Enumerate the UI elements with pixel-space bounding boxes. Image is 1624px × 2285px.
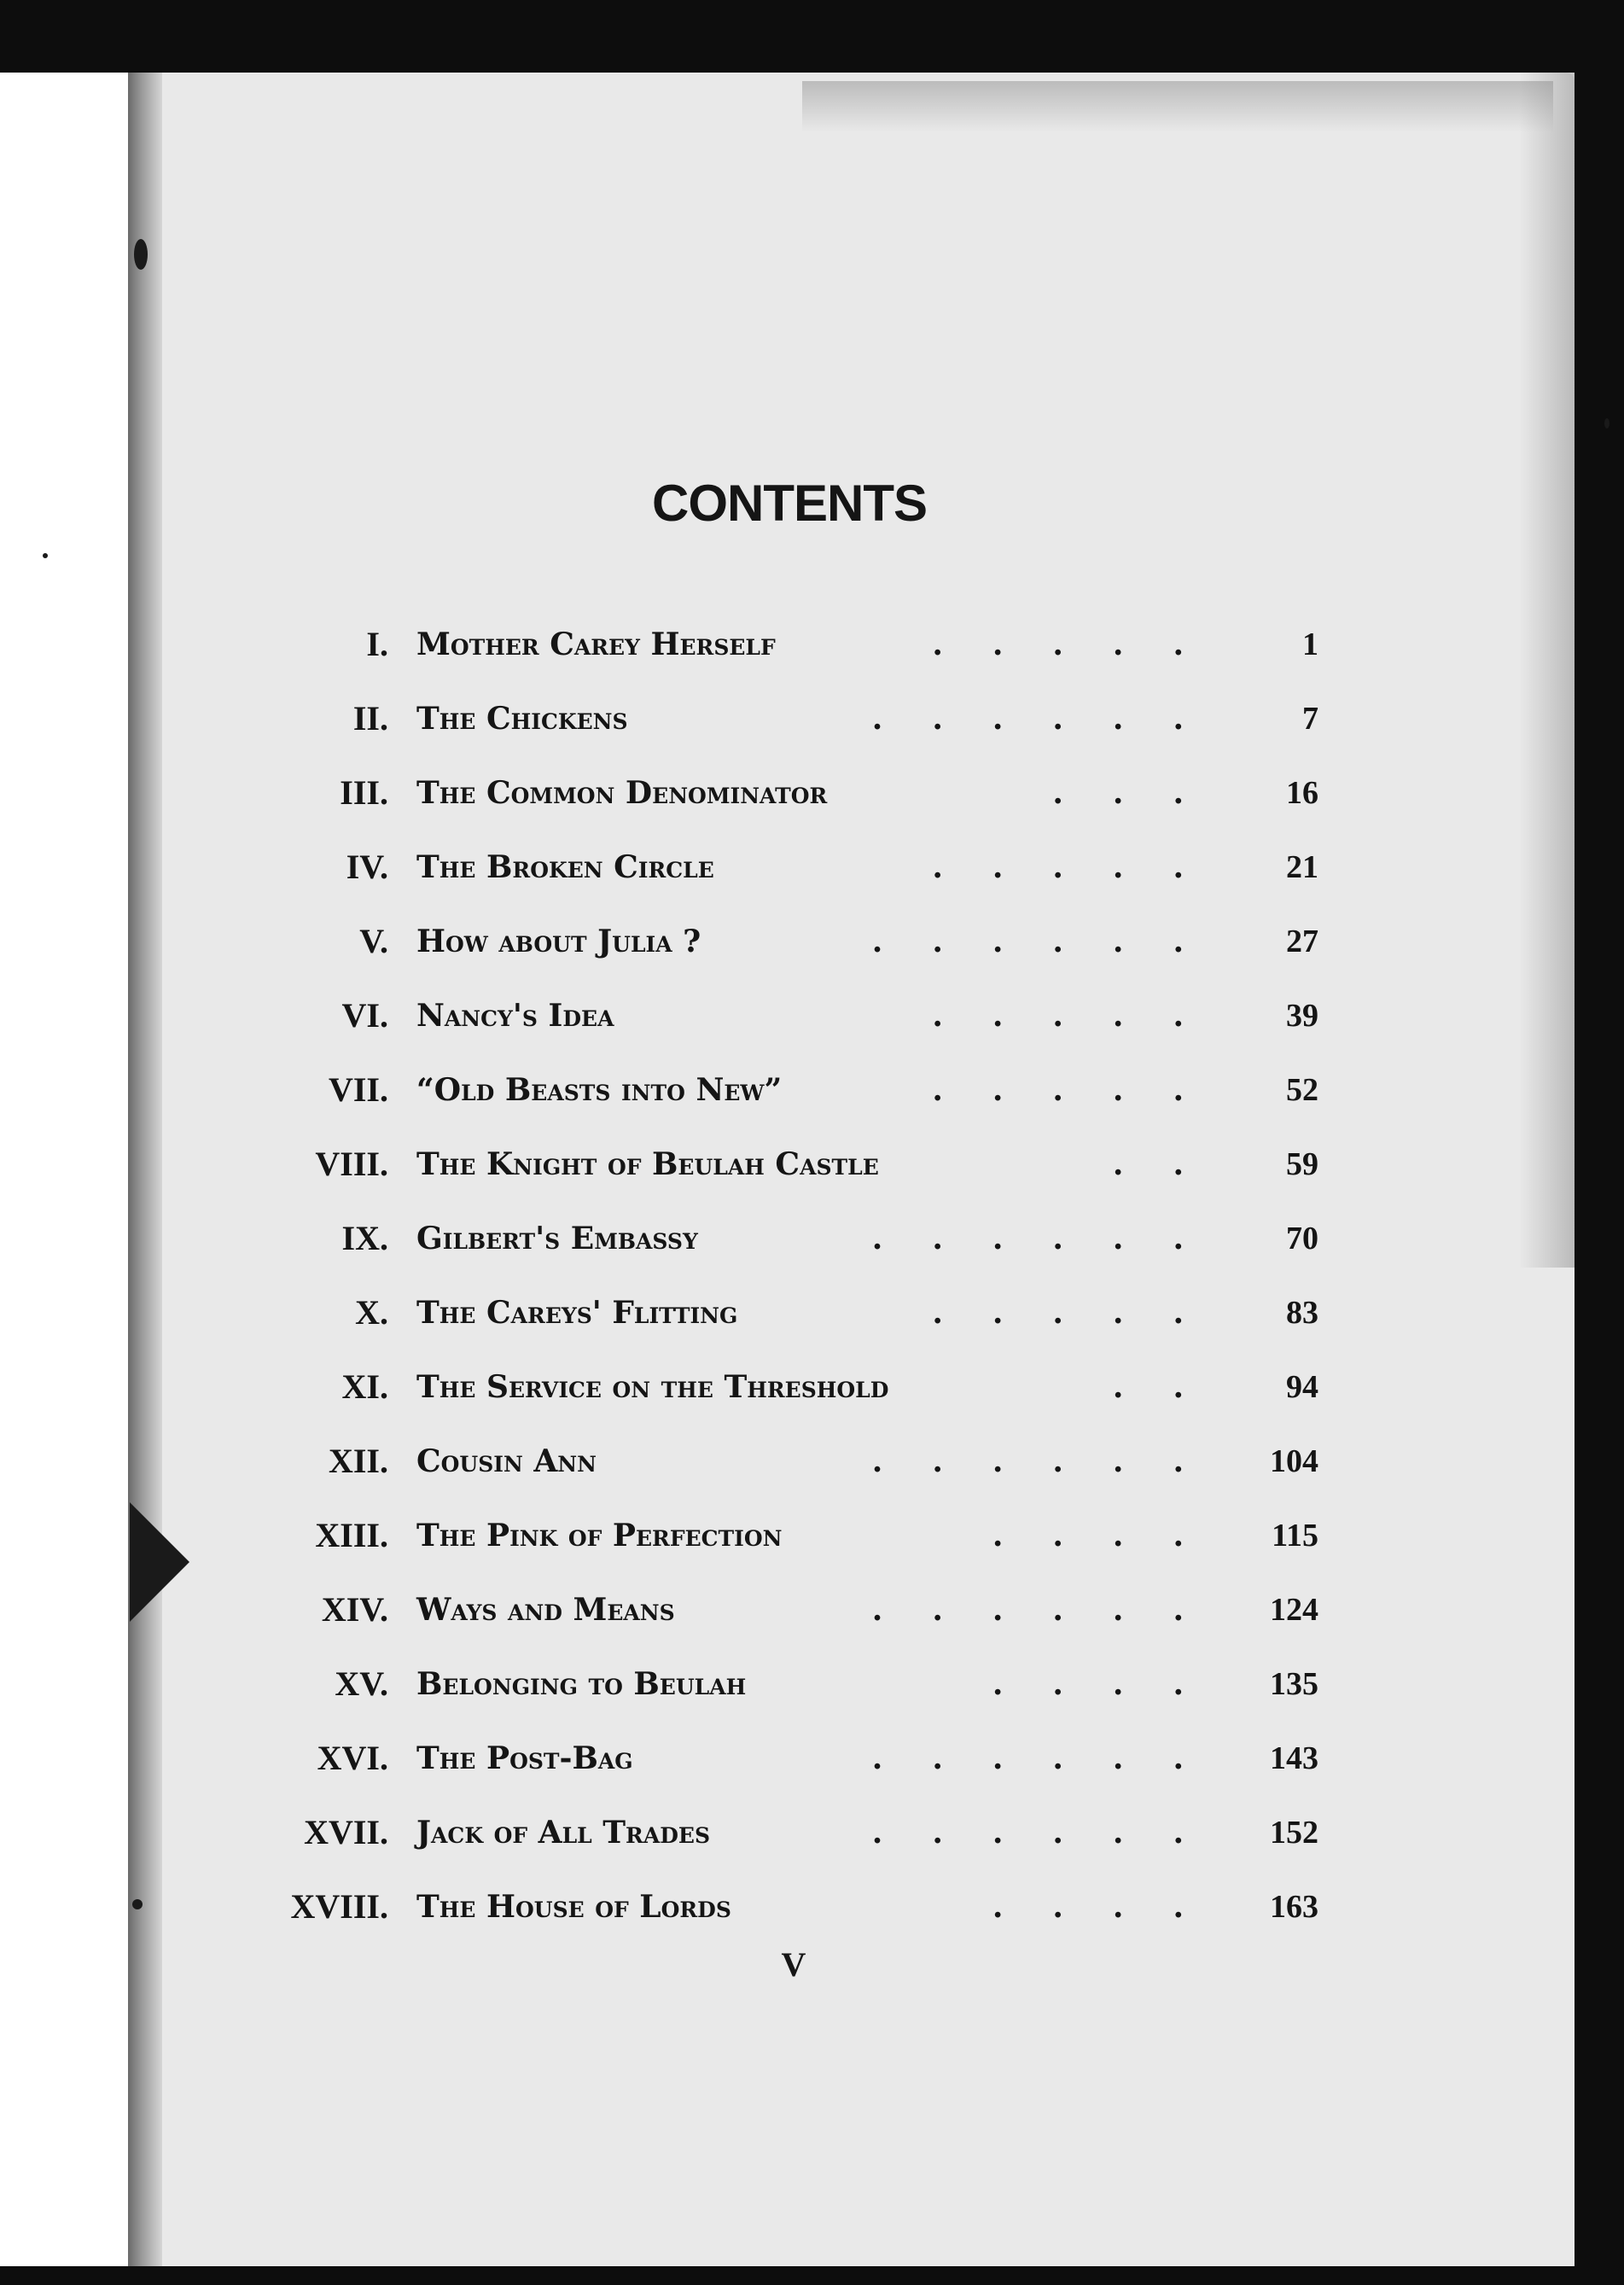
chapter-number: II. <box>352 699 388 737</box>
page-number: 152 <box>1270 1815 1318 1851</box>
dot-leader: ...... <box>871 1740 1233 1776</box>
chapter-number: XV. <box>335 1664 388 1703</box>
chapter-title: “Old Beasts into New” <box>416 1072 783 1108</box>
chapter-number: X. <box>355 1293 388 1332</box>
chapter-title: The Common Denominator <box>416 775 828 811</box>
toc-entry <box>0 1510 1365 1561</box>
chapter-title: Gilbert's Embassy <box>416 1221 698 1256</box>
dot-leader: .. <box>1112 1369 1233 1405</box>
dot-leader: ...... <box>871 1815 1233 1851</box>
dot-leader: ...... <box>871 1592 1233 1628</box>
scan-speck <box>1604 418 1609 428</box>
chapter-number: VII. <box>328 1070 388 1109</box>
chapter-title: Cousin Ann <box>416 1443 597 1479</box>
page-number: 7 <box>1302 701 1318 737</box>
toc-entry <box>0 1881 1365 1932</box>
chapter-number: XI. <box>341 1367 388 1406</box>
toc-entry <box>0 916 1365 967</box>
chapter-title: The Chickens <box>416 701 628 737</box>
chapter-number: XVIII. <box>290 1887 388 1926</box>
dot-leader: ...... <box>871 1443 1233 1479</box>
toc-entry <box>0 1361 1365 1413</box>
page-number: 27 <box>1286 924 1318 959</box>
dot-leader: ..... <box>932 627 1233 662</box>
page-number: 83 <box>1286 1295 1318 1331</box>
page-number: 124 <box>1270 1592 1318 1628</box>
scan-border-top <box>0 0 1624 73</box>
dot-leader: ... <box>1052 775 1233 811</box>
page-folio: V <box>781 1945 806 1984</box>
page-number: 39 <box>1286 998 1318 1034</box>
page-number: 52 <box>1286 1072 1318 1108</box>
scan-border-right <box>1575 0 1624 2285</box>
page-number: 59 <box>1286 1146 1318 1182</box>
dot-leader: ..... <box>932 998 1233 1034</box>
dot-leader: .... <box>992 1889 1233 1925</box>
dot-leader: ..... <box>932 1295 1233 1331</box>
toc-entry <box>0 1287 1365 1338</box>
toc-entry <box>0 1064 1365 1116</box>
chapter-title: The Broken Circle <box>416 849 714 885</box>
scan-speck <box>134 239 148 270</box>
dot-leader: ...... <box>871 1221 1233 1256</box>
toc-entry <box>0 1658 1365 1710</box>
page-number: 16 <box>1286 775 1318 811</box>
chapter-number: V. <box>359 922 388 960</box>
toc-entry <box>0 693 1365 744</box>
page-number: 21 <box>1286 849 1318 885</box>
dot-leader: ..... <box>932 1072 1233 1108</box>
chapter-number: XIV. <box>321 1590 388 1629</box>
chapter-title: The Pink of Perfection <box>416 1518 783 1553</box>
chapter-title: Ways and Means <box>416 1592 675 1628</box>
chapter-title: The Post-Bag <box>416 1740 633 1776</box>
chapter-number: IV. <box>346 848 388 886</box>
toc-entry <box>0 767 1365 819</box>
page-number: 104 <box>1270 1443 1318 1479</box>
page-smudge <box>802 81 1553 132</box>
contents-heading: CONTENTS <box>652 475 927 532</box>
toc-entry <box>0 990 1365 1041</box>
chapter-number: XII. <box>328 1442 388 1480</box>
scan-border-bottom <box>0 2266 1624 2285</box>
chapter-title: Mother Carey Herself <box>416 627 776 662</box>
toc-entry <box>0 1584 1365 1635</box>
chapter-number: VI. <box>341 996 388 1035</box>
toc-entry <box>0 1807 1365 1858</box>
chapter-title: Nancy's Idea <box>416 998 614 1034</box>
page-number: 1 <box>1302 627 1318 662</box>
dot-leader: ...... <box>871 701 1233 737</box>
chapter-number: XVI. <box>317 1739 388 1777</box>
page-number: 143 <box>1270 1740 1318 1776</box>
chapter-number: I. <box>366 625 388 663</box>
dot-leader: ..... <box>932 849 1233 885</box>
page-edge-shadow <box>1519 73 1575 1268</box>
chapter-number: IX. <box>341 1219 388 1257</box>
dot-leader: .... <box>992 1666 1233 1702</box>
toc-entry <box>0 842 1365 893</box>
dot-leader: .. <box>1112 1146 1233 1182</box>
page-number: 94 <box>1286 1369 1318 1405</box>
dot-leader: ...... <box>871 924 1233 959</box>
chapter-title: The Service on the Threshold <box>416 1369 889 1405</box>
chapter-title: Belonging to Beulah <box>416 1666 747 1702</box>
scan-speck <box>43 553 48 558</box>
page-number: 70 <box>1286 1221 1318 1256</box>
toc-entry <box>0 1139 1365 1190</box>
chapter-number: XVII. <box>304 1813 388 1851</box>
dot-leader: .... <box>992 1518 1233 1553</box>
toc-entry <box>0 1733 1365 1784</box>
chapter-number: XIII. <box>315 1516 388 1554</box>
chapter-title: The Careys' Flitting <box>416 1295 738 1331</box>
page-number: 163 <box>1270 1889 1318 1925</box>
chapter-title: The House of Lords <box>416 1889 731 1925</box>
page-number: 115 <box>1272 1518 1318 1553</box>
toc-entry <box>0 619 1365 670</box>
toc-entry <box>0 1213 1365 1264</box>
chapter-title: How about Julia ? <box>416 924 701 959</box>
chapter-title: The Knight of Beulah Castle <box>416 1146 879 1182</box>
chapter-title: Jack of All Trades <box>416 1815 711 1851</box>
toc-entry <box>0 1436 1365 1487</box>
page-number: 135 <box>1270 1666 1318 1702</box>
chapter-number: III. <box>340 773 388 812</box>
chapter-number: VIII. <box>315 1145 388 1183</box>
